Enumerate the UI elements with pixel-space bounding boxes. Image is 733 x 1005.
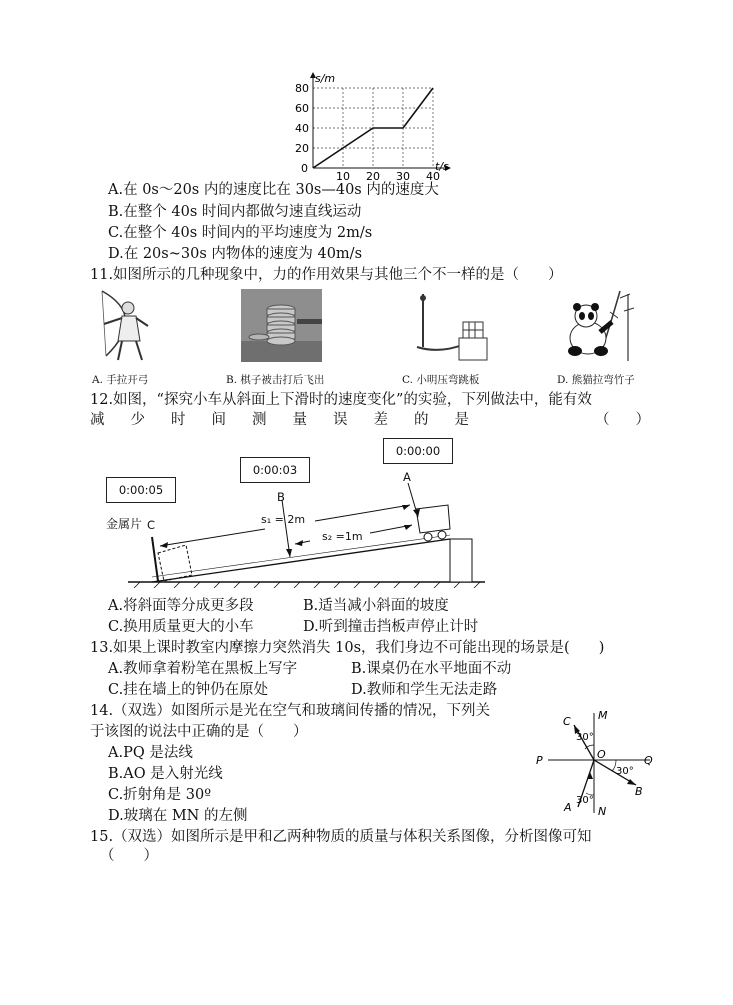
q12-stem-line1: 12.如图，“探究小车从斜面上下滑时的速度变化”的实验，下列做法中，能有效 [90,392,592,408]
panda-bamboo-image [560,286,645,366]
q12-option-d: D.听到撞击挡板声停止计时 [303,619,479,635]
q14-stem-line1: 14.（双选）如图所示是光在空气和玻璃间传播的情况，下列关 [90,703,491,719]
q11-caption-d: D. 熊猫拉弯竹子 [557,374,635,386]
label-q: Q [644,754,653,767]
st-graph-xlabel: t/s [435,160,449,173]
label-a: A [564,801,572,814]
q13-option-b: B.课桌仍在水平地面不动 [351,661,512,677]
q11-caption-b: B. 棋子被击打后飞出 [226,374,325,386]
label-o: O [597,748,606,761]
incline-label-a: A [403,470,411,484]
q10-option-b: B.在整个 40s 时间内都做匀速直线运动 [108,204,362,220]
label-b: B [635,785,643,798]
q13-stem: 13.如果上课时教室内摩擦力突然消失 10s，我们身边不可能出现的场景是( ) [90,640,605,656]
x-tick-label: 40 [426,170,440,180]
label-n: N [598,805,607,818]
y-tick-label: 20 [295,142,309,155]
q11-caption-a: A. 手拉开弓 [92,374,149,386]
label-c: C [563,715,571,728]
q10-option-d: D.在 20s~30s 内物体的速度为 40m/s [108,246,363,262]
q12-option-b: B.适当减小斜面的坡度 [303,598,449,614]
q14-option-c: C.折射角是 30º [108,787,212,803]
metal-plate-label: 金属片 [106,517,143,531]
label-p: P [536,754,543,767]
st-graph-origin: 0 [301,162,308,175]
q13-option-c: C.挂在墙上的钟仍在原处 [108,682,269,698]
q15-stem-line2: （ ） [100,848,158,864]
diving-board-image [395,292,490,364]
q11-stem: 11.如图所示的几种现象中，力的作用效果与其他三个不一样的是（ ） [90,267,563,283]
incline-label-c: C [147,518,156,532]
label-angle-bottom: 30° [576,795,594,806]
timer-c: 0:00:05 [106,477,176,503]
st-graph [285,70,455,180]
q12-option-c: C.换用质量更大的小车 [108,619,254,635]
q14-stem-line2: 于该图的说法中正确的是（ ） [90,724,308,740]
y-tick-label: 80 [295,82,309,95]
q14-option-d: D.玻璃在 MN 的左侧 [108,808,248,824]
y-tick-label: 60 [295,102,309,115]
x-tick-label: 30 [396,170,410,180]
x-tick-label: 20 [366,170,380,180]
y-tick-label: 40 [295,122,309,135]
light-refraction-diagram [530,705,665,820]
q14-option-a: A.PQ 是法线 [108,745,193,761]
q10-option-a: A.在 0s～20s 内的速度比在 30s—40s 内的速度大 [108,182,439,198]
q12-option-a: A.将斜面等分成更多段 [108,598,254,614]
q13-option-a: A.教师拿着粉笔在黑板上写字 [108,661,298,677]
incline-diagram [100,465,500,595]
q15-stem-line1: 15.（双选）如图所示是甲和乙两种物质的质量与体积关系图像，分析图像可知 [90,829,592,845]
timer-b: 0:00:03 [240,457,310,483]
s1-label: s₁ = 2m [261,513,306,526]
label-angle-top: 30° [576,732,594,743]
label-m: M [598,709,608,722]
timer-a: 0:00:00 [383,438,453,464]
q13-option-d: D.教师和学生无法走路 [351,682,498,698]
s2-label: s₂ =1m [322,530,363,543]
q10-option-c: C.在整个 40s 时间内的平均速度为 2m/s [108,225,373,241]
label-angle-right: 30° [616,766,634,777]
x-tick-label: 10 [336,170,350,180]
st-graph-ylabel: s/m [315,72,336,85]
archer-image [92,286,162,366]
checker-stack-image [241,289,322,362]
q14-option-b: B.AO 是入射光线 [108,766,223,782]
q11-caption-c: C. 小明压弯跳板 [402,374,480,386]
incline-label-b: B [277,490,285,504]
q12-stem-line2: 减 少 时 间 测 量 误 差 的 是 （ ） [90,412,650,428]
